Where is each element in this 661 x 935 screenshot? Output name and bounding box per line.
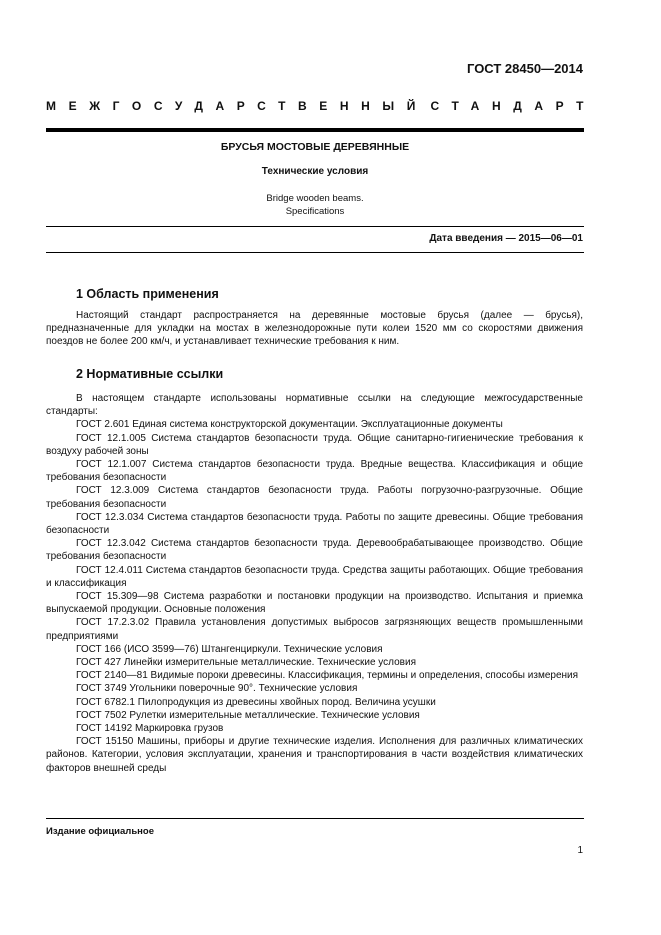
footer-rule (46, 818, 584, 819)
section-1-heading: 1 Область применения (76, 287, 219, 301)
date-bottom-rule (46, 252, 584, 253)
reference-item: ГОСТ 12.4.011 Система стандартов безопасности труда. Средства защиты работающих. Общие требования и классификация (46, 564, 583, 589)
reference-item: ГОСТ 6782.1 Пилопродукция из древесины хвойных пород. Величина усушки (76, 696, 436, 708)
interstate-standard-banner (46, 99, 596, 113)
reference-item: ГОСТ 12.3.009 Система стандартов безопасности труда. Работы погрузочно-разгрузочные. Общие требования безопасности (46, 485, 583, 510)
section-1-text (46, 309, 583, 349)
references-intro: В настоящем стандарте использованы нормативные ссылки на следующие межгосударственные стандарты: (46, 393, 583, 418)
reference-item: ГОСТ 3749 Угольники поверочные 90°. Технические условия (76, 683, 358, 695)
official-edition-label: Издание официальное (46, 826, 154, 837)
reference-item: ГОСТ 2.601 Единая система конструкторской документации. Эксплуатационные документы (76, 419, 503, 431)
standard-word: СТАНДАРТ (430, 99, 596, 113)
reference-item: ГОСТ 17.2.3.02 Правила установления допустимых выбросов загрязняющих веществ промышленными предприятиями (46, 617, 583, 642)
section-1-paragraph: Настоящий стандарт распространяется на деревянные мостовые брусья (далее — брусья), предназначенные для укладки на мостах в железнодорожные пути колеи 1520 мм со скоростями движения поездов не более 200 км/ч, и устанавливает технические требования к ним. (46, 310, 583, 348)
reference-item: ГОСТ 12.3.034 Система стандартов безопасности труда. Работы по защите древесины. Общие требования безопасности (46, 511, 583, 537)
english-title (46, 192, 584, 218)
document-title: БРУСЬЯ МОСТОВЫЕ ДЕРЕВЯННЫЕ (220, 141, 410, 153)
reference-item: ГОСТ 15150 Машины, приборы и другие технические изделия. Исполнения для различных климатических районов. Категории, условия эксплуатации, хранения и транспортирования в части воздействия климатических факторов внешней среды (46, 736, 583, 774)
document-subtitle: Технические условия (261, 166, 369, 177)
reference-item: ГОСТ 7502 Рулетки измерительные металлические. Технические условия (76, 709, 420, 721)
english-title-line-1: Bridge wooden beams. (266, 193, 364, 204)
reference-item: ГОСТ 12.3.042 Система стандартов безопасности труда. Деревообрабатывающее производство. Общие требования безопасности (46, 538, 583, 563)
reference-item: ГОСТ 15.309—98 Система разработки и постановки продукции на производство. Испытания и приемка выпускаемой продукции. Основные положения (46, 591, 583, 616)
english-title-line-2: Specifications (285, 206, 345, 217)
reference-item: ГОСТ 14192 Маркировка грузов (76, 723, 224, 735)
reference-item: ГОСТ 2140—81 Видимые пороки древесины. Классификация, термины и определения, способы измерения (76, 670, 579, 682)
title-bottom-rule (46, 226, 584, 227)
reference-item: ГОСТ 427 Линейки измерительные металлические. Технические условия (76, 657, 416, 669)
introduction-date: Дата введения — 2015—06—01 (429, 233, 583, 244)
document-number: ГОСТ 28450—2014 (467, 61, 583, 76)
header-thick-rule (46, 128, 584, 132)
interstate-word: МЕЖГОСУДАРСТВЕННЫЙ (46, 99, 428, 113)
reference-item: ГОСТ 166 (ИСО 3599—76) Штангенциркули. Технические условия (76, 643, 383, 655)
normative-references (46, 392, 583, 775)
reference-item: ГОСТ 12.1.005 Система стандартов безопасности труда. Общие санитарно-гигиенические требования к воздуху рабочей зоны (46, 432, 583, 457)
reference-item: ГОСТ 12.1.007 Система стандартов безопасности труда. Вредные вещества. Классификация и общие требования безопасности (46, 459, 583, 484)
section-2-heading: 2 Нормативные ссылки (76, 367, 224, 381)
page-number: 1 (577, 845, 583, 856)
